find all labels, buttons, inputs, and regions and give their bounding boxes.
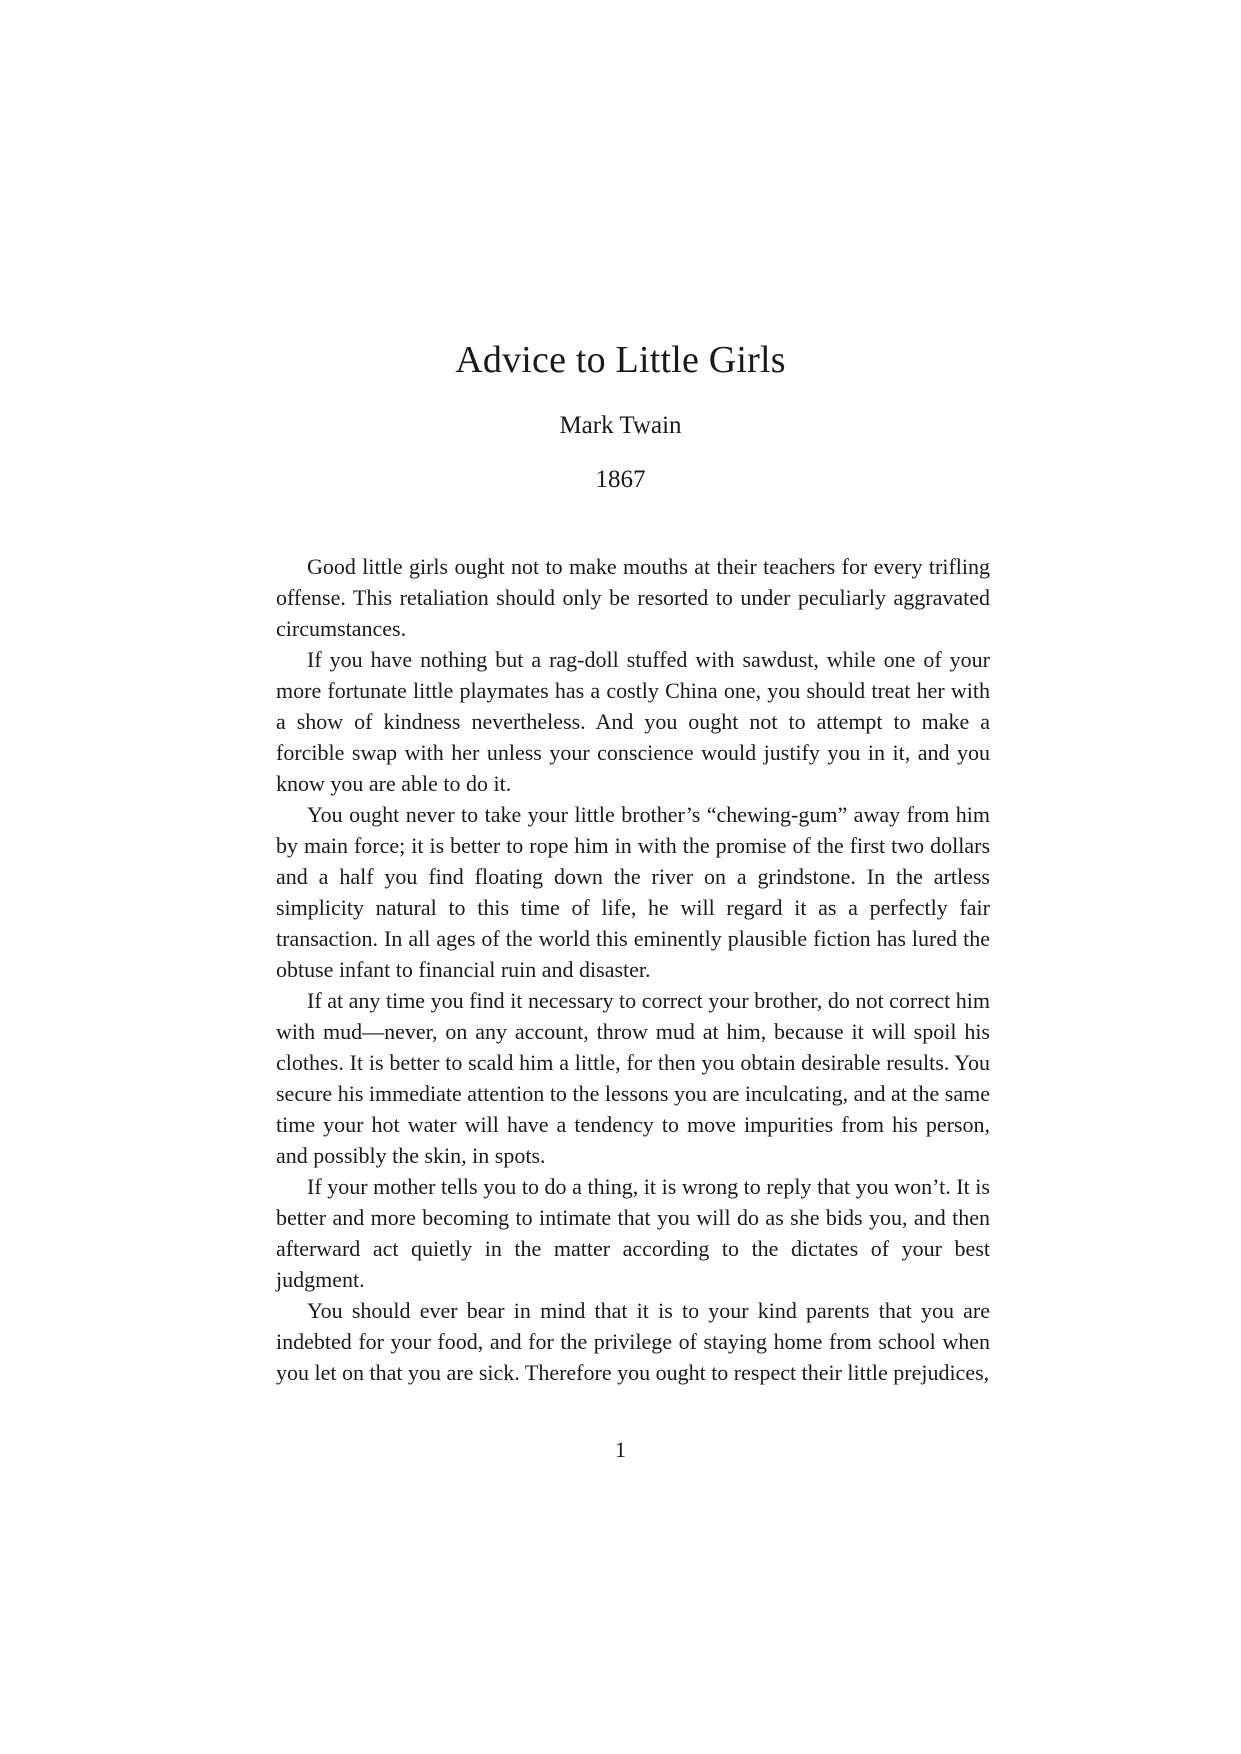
paragraph: If you have nothing but a rag-doll stuffed with sawdust, while one of your more fortunate little playmates has a costly China one, you should treat her with a show of kindness nevertheless. And you ought not to attempt to make a forcible swap with her unless your conscience would justify you in it, and you know you are able to do it. [276, 647, 990, 796]
document-title: Advice to Little Girls [455, 339, 786, 381]
paragraph: If your mother tells you to do a thing, it is wrong to reply that you won’t. It is better and more becoming to intimate that you will do as she bids you, and then afterward act quietly in the matter according to the dictates of your best judgment. [276, 1174, 990, 1292]
body-text [276, 551, 990, 1388]
paragraph: You ought never to take your little brother’s “chewing-gum” away from him by main force; it is better to rope him in with the promise of the first two dollars and a half you find floating down the river on a grindstone. In the artless simplicity natural to this time of life, he will regard it as a perfectly fair transaction. In all ages of the world this eminently plausible fiction has lured the obtuse infant to financial ruin and disaster. [276, 802, 990, 982]
paragraph: You should ever bear in mind that it is to your kind parents that you are indebted for your food, and for the privilege of staying home from school when you let on that you are sick. Therefore you ought to respect their little prejudices, [276, 1298, 990, 1385]
document-date: 1867 [595, 466, 646, 493]
paragraph: Good little girls ought not to make mouths at their teachers for every trifling offense. This retaliation should only be resorted to under peculiarly aggravated circumstances. [276, 554, 990, 641]
document-author: Mark Twain [559, 412, 682, 439]
paragraph: If at any time you find it necessary to correct your brother, do not correct him with mud—never, on any account, throw mud at him, because it will spoil his clothes. It is better to scald him a little, for then you obtain desirable results. You secure his immediate attention to the lessons you are inculcating, and at the same time your hot water will have a tendency to move impurities from his person, and possibly the skin, in spots. [276, 988, 990, 1168]
page-number: 1 [615, 1437, 626, 1462]
